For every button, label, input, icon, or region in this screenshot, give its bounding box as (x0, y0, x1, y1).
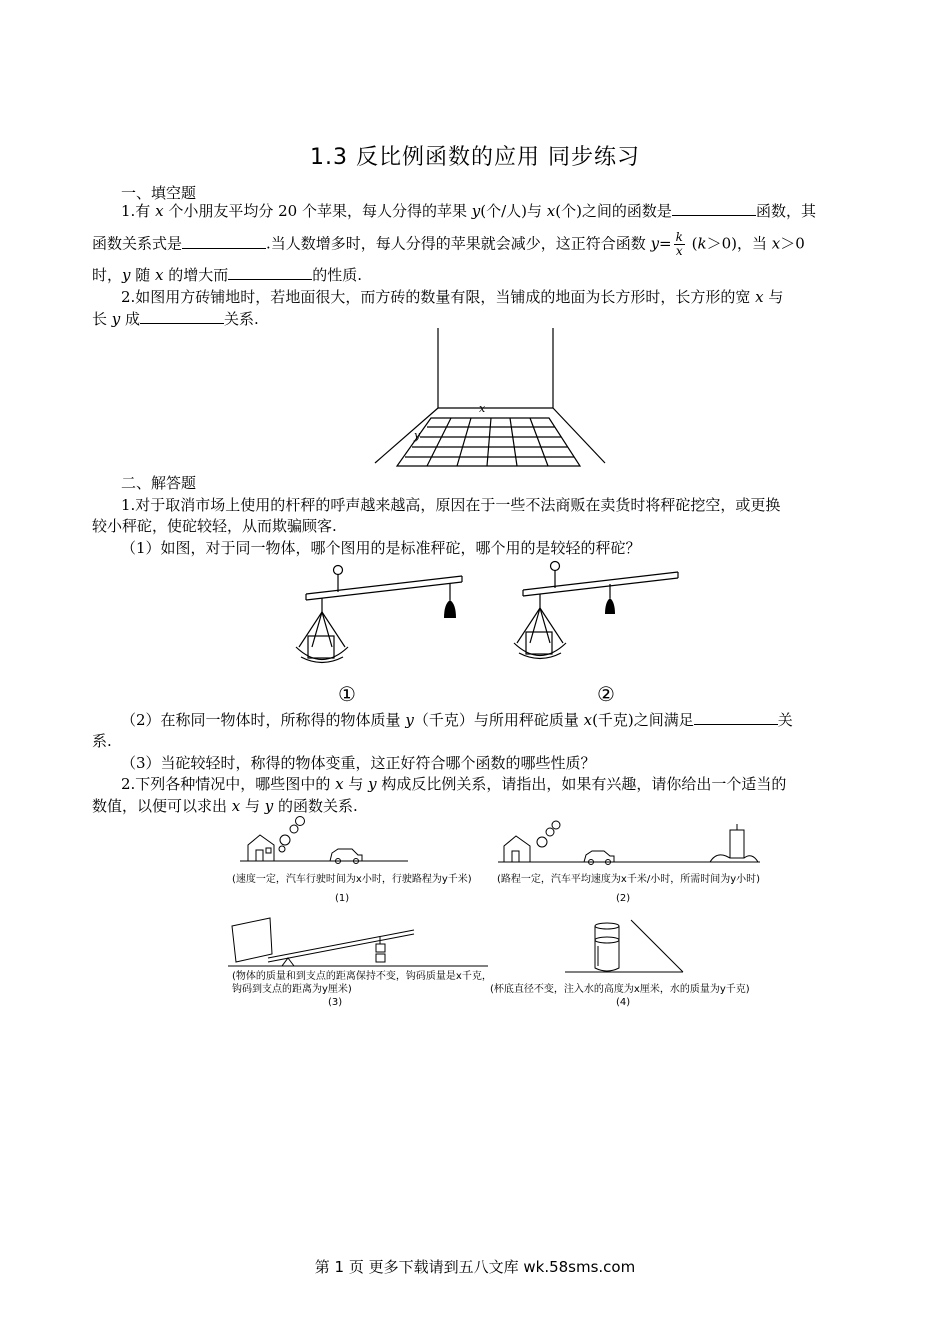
a1-sub1: （1）如图，对于同一物体，哪个图用的是标准秤砣，哪个用的是较轻的秤砣？ (121, 539, 641, 557)
a1-sub3: （3）当砣较轻时，称得的物体变重，这正好符合哪个函数的哪些性质？ (121, 754, 596, 772)
scene-4-number: (4) (616, 997, 631, 1008)
page-footer: 第 1 页 更多下载请到五八文库 wk.58sms.com (314, 1258, 636, 1276)
steelyard-label-2: ② (597, 682, 615, 706)
scene-2-house-car-building (498, 822, 760, 866)
steelyard-figure-1 (296, 562, 471, 680)
section-fill-blank: 一、填空题 (121, 184, 197, 202)
scene-2-caption: (路程一定，汽车平均速度为x千米/小时，所需时间为y小时) (497, 874, 761, 885)
scene-1-caption: (速度一定，汽车行驶时间为x小时，行驶路程为y千米) (232, 874, 472, 885)
scene-4-caption: (杯底直径不变，注入水的高度为x厘米，水的质量为y千克) (490, 984, 750, 995)
q2-line2: 长 y 成 关系. (92, 310, 259, 328)
a2-line2: 数值，以便可以求出 x 与 y 的函数关系. (92, 797, 358, 815)
fig-x-label: x (479, 402, 486, 415)
scene-3-number: (3) (328, 997, 343, 1008)
q1-blank-2[interactable] (182, 233, 266, 249)
q1-line1: 1.有 x 个小朋友平均分 20 个苹果，每人分得的苹果 y(个/人)与 x(个)之间的函数是 函数，其 (121, 202, 816, 220)
a1-blank[interactable] (694, 709, 778, 725)
scene-1-house-car (240, 815, 410, 865)
q1-line2: 函数关系式是 .当人数增多时，每人分得的苹果就会减少，这正符合函数 y= $\frac{k}{x}$ (k＞0)，当 x＞0 (92, 230, 805, 258)
scene-3-caption-line1: (物体的质量和到支点的距离保持不变，钩码质量是x千克， (232, 971, 492, 982)
steelyard-label-1: ① (338, 682, 356, 706)
tile-floor-figure (375, 328, 605, 470)
a2-line1: 2.下列各种情况中，哪些图中的 x 与 y 构成反比例关系，请指出，如果有兴趣，请你给出一个适当的 (121, 775, 787, 793)
a1-line1: 1.对于取消市场上使用的杆秤的呼声越来越高，原因在于一些不法商贩在卖货时将秤砣挖空，或更换 (121, 496, 781, 514)
scene-2-number: (2) (616, 893, 631, 904)
q2-blank[interactable] (140, 308, 224, 324)
q1-line3: 时，y 随 x 的增大而 的性质. (92, 266, 363, 284)
q1-blank-3[interactable] (228, 264, 312, 280)
page-title: 1.3 反比例函数的应用 同步练习 (310, 145, 640, 170)
a1-line2: 较小秤砣，使砣较轻，从而欺骗顾客. (92, 517, 337, 535)
scene-4-cup-on-incline (565, 918, 687, 974)
section-answer: 二、解答题 (121, 474, 197, 492)
steelyard-figure-2 (508, 558, 683, 676)
a1-sub2-cont: 系. (92, 732, 112, 750)
scene-3-lever (228, 912, 490, 967)
fraction-k-over-x: $\frac{k}{x}$ (675, 230, 683, 258)
q1-blank-1[interactable] (672, 200, 756, 216)
scene-1-number: (1) (335, 893, 350, 904)
scene-3-caption-line2: 钩码到支点的距离为y厘米) (232, 984, 352, 995)
q2-line1: 2.如图用方砖铺地时，若地面很大，而方砖的数量有限，当铺成的地面为长方形时，长方形的宽 x 与 (121, 288, 784, 306)
fig-y-label: y (414, 429, 421, 442)
a1-sub2: （2）在称同一物体时，所称得的物体质量 y（千克）与所用秤砣质量 x(千克)之间满足 关 (121, 711, 793, 729)
